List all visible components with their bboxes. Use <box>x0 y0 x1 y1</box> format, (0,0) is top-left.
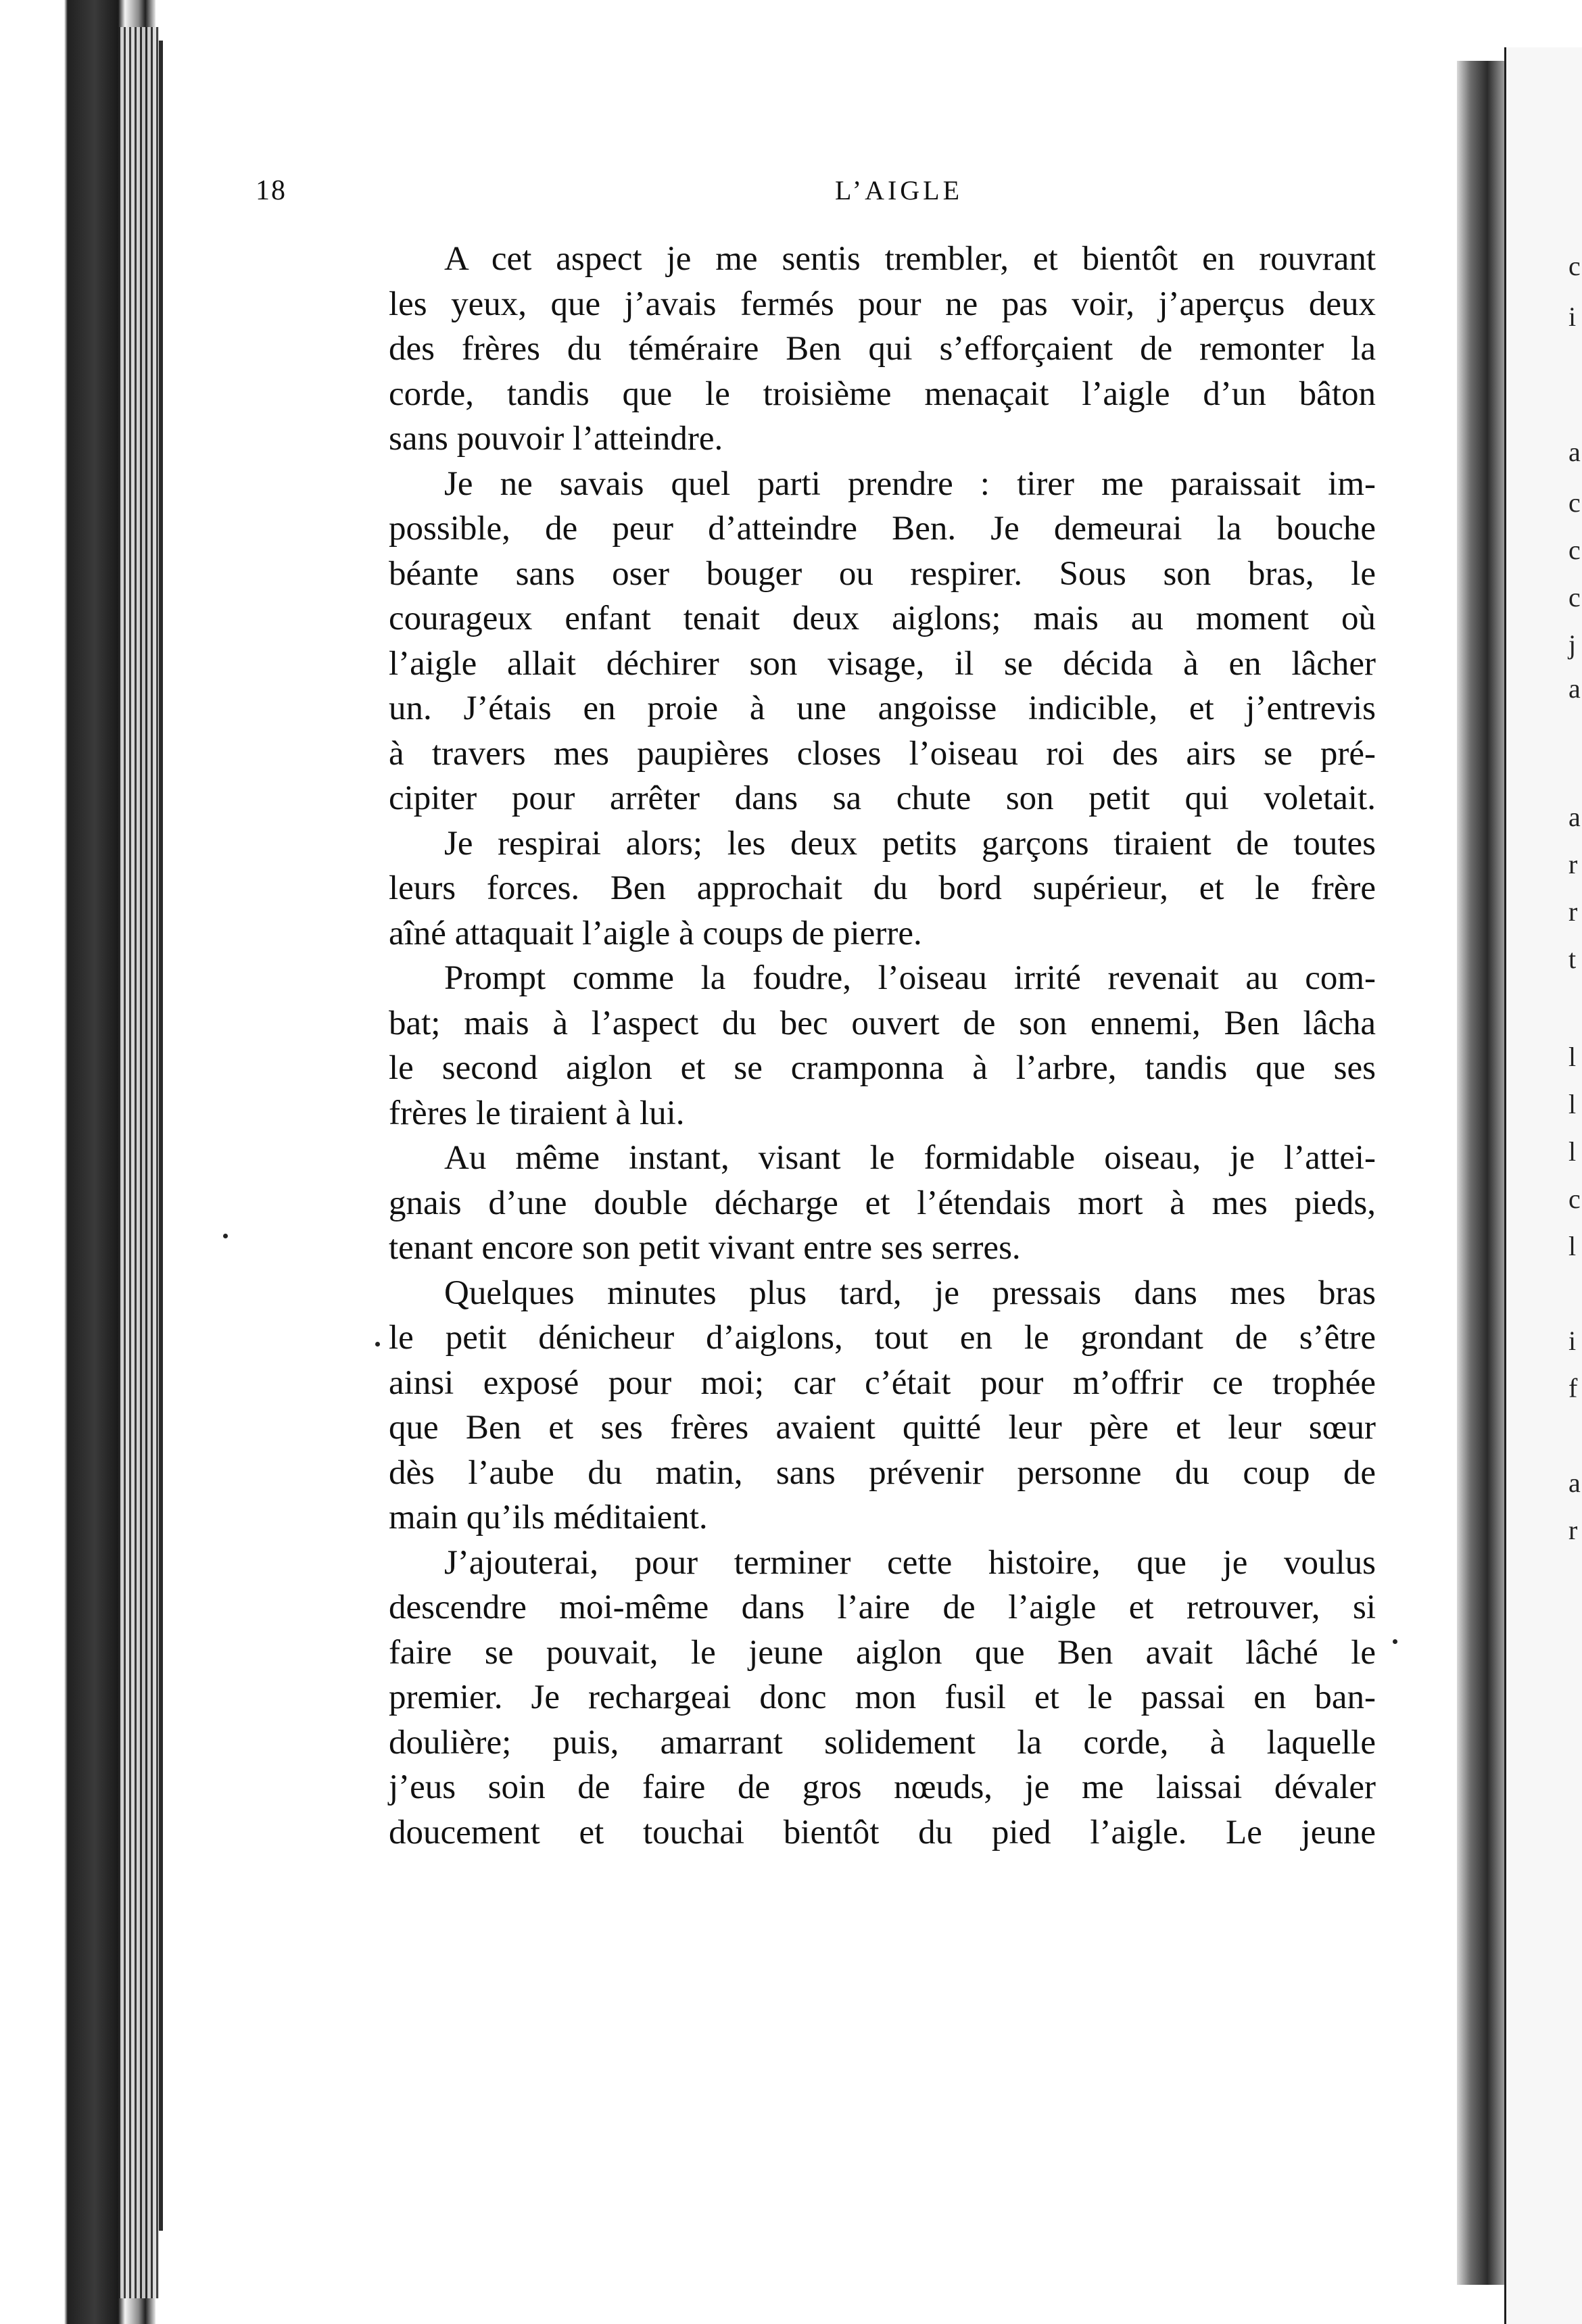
facing-page-glyph: j <box>1568 629 1577 660</box>
running-title: L’AIGLE <box>835 175 963 205</box>
facing-page-glyph: r <box>1568 896 1578 927</box>
text-line: un. J’étais en proie à une angoisse indicible, et j’entrevis <box>389 689 1376 727</box>
facing-page-glyph: a <box>1568 673 1581 704</box>
text-line: faire se pouvait, le jeune aiglon que Ben avait lâché le <box>389 1633 1376 1672</box>
text-line: Prompt comme la foudre, l’oiseau irrité revenait au com- <box>444 959 1376 997</box>
facing-page-glyph: c <box>1568 582 1581 612</box>
facing-page-glyph: l <box>1568 1042 1577 1072</box>
facing-page-glyph: c <box>1568 251 1581 281</box>
text-line: frères le tiraient à lui. <box>389 1094 685 1132</box>
text-line: ainsi exposé pour moi; car c’était pour m’offrir ce trophée <box>389 1363 1376 1402</box>
text-line: premier. Je rechargeai donc mon fusil et le passai en ban- <box>389 1678 1376 1716</box>
text-line: Au même instant, visant le formidable oiseau, je l’attei- <box>444 1139 1376 1177</box>
text-line: doucement et touchai bientôt du pied l’aigle. Le jeune <box>389 1813 1376 1851</box>
facing-page-glyph: l <box>1568 1231 1577 1261</box>
text-line: sans pouvoir l’atteindre. <box>389 420 723 458</box>
facing-page-glyph: c <box>1568 535 1581 565</box>
page-number: 18 <box>256 175 287 206</box>
book-spine <box>1457 61 1504 2285</box>
facing-page-glyph: c <box>1568 1184 1581 1214</box>
facing-page-glyph: i <box>1568 1326 1577 1356</box>
facing-page-glyph: l <box>1568 1136 1577 1167</box>
text-line: l’aigle allait déchirer son visage, il se décida à en lâcher <box>389 644 1376 683</box>
facing-page-glyph: i <box>1568 301 1577 332</box>
text-line: descendre moi-même dans l’aire de l’aigle et retrouver, si <box>389 1589 1376 1626</box>
text-line: cipiter pour arrêter dans sa chute son petit qui voletait. <box>389 779 1376 817</box>
facing-page-glyph: c <box>1568 487 1581 518</box>
text-line: doulière; puis, amarrant solidement la corde, à laquelle <box>389 1723 1376 1762</box>
text-line: le second aiglon et se cramponna à l’arbre, tandis que ses <box>389 1049 1376 1087</box>
text-line: corde, tandis que le troisième menaçait l’aigle d’un bâton <box>389 374 1376 413</box>
facing-page-glyph: a <box>1568 437 1581 467</box>
text-line: aîné attaquait l’aigle à coups de pierre. <box>389 914 922 952</box>
facing-page-glyph: r <box>1568 1515 1578 1545</box>
text-line: béante sans oser bouger ou respirer. Sous son bras, le <box>389 554 1376 593</box>
text-line: que Ben et ses frères avaient quitté leur père et leur sœur <box>389 1409 1376 1447</box>
page-stack-edge <box>118 27 159 2298</box>
facing-page-glyph: a <box>1568 802 1581 832</box>
text-line: des frères du téméraire Ben qui s’efforçaient de remonter la <box>389 330 1376 368</box>
text-line: Je ne savais quel parti prendre : tirer me paraissait im- <box>444 464 1376 503</box>
facing-page-glyph: r <box>1568 849 1578 879</box>
text-line: Je respirai alors; les deux petits garçons tiraient de toutes <box>444 824 1376 863</box>
text-line: J’ajouterai, pour terminer cette histoire, que je voulus <box>444 1543 1376 1582</box>
facing-page-glyph: a <box>1568 1468 1581 1498</box>
scan-speck <box>1393 1639 1397 1644</box>
text-line: main qu’ils méditaient. <box>389 1499 708 1536</box>
text-line: tenant encore son petit vivant entre ses serres. <box>389 1229 1021 1267</box>
text-line: dès l’aube du matin, sans prévenir personne du coup de <box>389 1453 1376 1492</box>
text-line: gnais d’une double décharge et l’étendais mort à mes pieds, <box>389 1184 1376 1222</box>
facing-page-edge <box>1504 47 1582 2324</box>
facing-page-glyph: t <box>1568 944 1577 974</box>
facing-page-glyph: l <box>1568 1089 1577 1119</box>
text-line: possible, de peur d’atteindre Ben. Je demeurai la bouche <box>389 510 1376 548</box>
text-line: j’eus soin de faire de gros nœuds, je me laissai dévaler <box>389 1768 1376 1806</box>
body-text <box>389 237 1376 1855</box>
scan-speck <box>375 1342 380 1347</box>
text-line: à travers mes paupières closes l’oiseau roi des airs se pré- <box>389 734 1376 773</box>
text-line: le petit dénicheur d’aiglons, tout en le grondant de s’être <box>389 1319 1376 1357</box>
text-line: bat; mais à l’aspect du bec ouvert de son ennemi, Ben lâcha <box>389 1004 1376 1042</box>
text-line: courageux enfant tenait deux aiglons; mais au moment où <box>389 600 1376 637</box>
text-line: Quelques minutes plus tard, je pressais dans mes bras <box>444 1274 1376 1312</box>
text-line: les yeux, que j’avais fermés pour ne pas voir, j’aperçus deux <box>389 285 1376 323</box>
text-line: leurs forces. Ben approchait du bord supérieur, et le frère <box>389 869 1376 907</box>
text-line: A cet aspect je me sentis trembler, et bientôt en rouvrant <box>444 240 1376 278</box>
facing-page-glyph: f <box>1568 1373 1578 1403</box>
scan-speck <box>223 1234 228 1238</box>
